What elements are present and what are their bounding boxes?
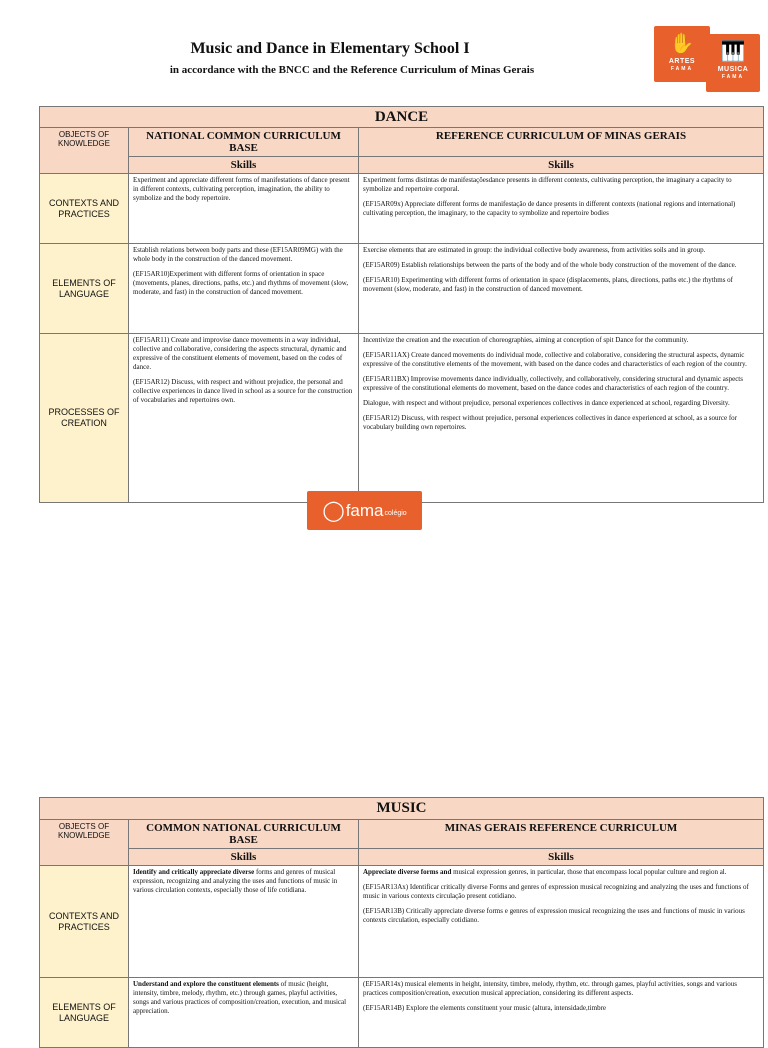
dance-table bbox=[39, 106, 764, 503]
skill-text: (EF15AR13Ax) Identificar critically diverse Forms and genres of expression musical recognizing and analyzing the uses and functions of music in various contexts circulação present cotidiano. bbox=[363, 883, 749, 900]
skill-text: (EF15AR13B) Critically appreciate diverse forms e genres of expression musical recognizing the uses and functions of music in various contexts circulation, especially cotidiano. bbox=[363, 907, 745, 924]
fama-logo-word: fama bbox=[345, 500, 384, 520]
mg-skill-cell bbox=[359, 866, 764, 978]
page-title: Music and Dance in Elementary School I bbox=[190, 40, 470, 57]
skill-body: of music (height, intensity, timbre, melody, rhythm, etc.) through games, playful activities, songs and various practices of composition/creation, execution, and musical appreciation. bbox=[133, 980, 347, 1015]
musica-fama-logo bbox=[706, 34, 760, 92]
music-skills-right: Skills bbox=[359, 849, 764, 866]
skill-text: Experiment and appreciate different forms of manifestations of dance present in different contexts, cultivating perception, imagination, the ability to symbolize and the body repertoire. bbox=[133, 176, 350, 202]
musica-logo-sub: FAMA bbox=[721, 74, 745, 80]
dance-mg-header: REFERENCE CURRICULUM OF MINAS GERAIS bbox=[359, 128, 764, 157]
fama-colegio-logo bbox=[307, 491, 422, 530]
skill-text: (EF15AR11BX) Improvise movements dance individually, collectively, and collaboratively, considering structural and dynamic aspects expressive of the constitutional elements do movement, based on the dance codes and characteristics of each region of the country. bbox=[363, 375, 743, 392]
music-bncc-header: COMMON NATIONAL CURRICULUM BASE bbox=[129, 820, 359, 849]
mg-skill-cell bbox=[359, 334, 764, 503]
artes-logo-label: ARTES bbox=[668, 58, 696, 65]
table-row bbox=[40, 866, 764, 978]
skill-text: Incentivize the creation and the execution of choreographies, aiming at conception of spit Dance for the community. bbox=[363, 336, 689, 344]
hand-icon: ✋ bbox=[669, 33, 695, 55]
table-row bbox=[40, 244, 764, 334]
fama-o-icon: ◯ bbox=[322, 500, 345, 522]
music-section-title: MUSIC bbox=[40, 798, 764, 820]
bncc-skill-cell bbox=[129, 174, 359, 244]
music-mg-header: MINAS GERAIS REFERENCE CURRICULUM bbox=[359, 820, 764, 849]
music-skills-left: Skills bbox=[129, 849, 359, 866]
music-table bbox=[39, 797, 764, 1048]
skill-text: (EF15AR12) Discuss, with respect and without prejudice, the personal and collective experiences in dance lived in school as a source for the construction of vocabularies and repertoires own. bbox=[133, 378, 353, 404]
table-row bbox=[40, 978, 764, 1048]
musica-logo-label: MUSICA bbox=[717, 66, 749, 73]
skill-text bbox=[133, 868, 354, 895]
table-row bbox=[40, 174, 764, 244]
mg-skill-cell bbox=[359, 244, 764, 334]
skill-text: Dialogue, with respect and without prejudice, personal experiences collectives in dance experienced at school, regarding Diversity. bbox=[363, 399, 730, 407]
skill-text bbox=[133, 980, 354, 1016]
bncc-skill-cell bbox=[129, 244, 359, 334]
piano-icon: 🎹 bbox=[720, 41, 746, 63]
row-label: PROCESSES OF CREATION bbox=[40, 334, 129, 503]
skill-bold: Appreciate diverse forms and bbox=[363, 868, 452, 876]
fama-logo-sub: colégio bbox=[384, 510, 407, 517]
bncc-skill-cell bbox=[129, 334, 359, 503]
skill-text bbox=[363, 868, 759, 877]
skill-text: Experiment forms distintas de manifestaçõesdance presents in different contexts, cultivating perception, the imaginary a capacity to symbolize and repertoire corporal. bbox=[363, 176, 732, 193]
bncc-skill-cell bbox=[129, 866, 359, 978]
bncc-skill-cell bbox=[129, 978, 359, 1048]
table-row bbox=[40, 334, 764, 503]
mg-skill-cell bbox=[359, 174, 764, 244]
skill-text: Exercise elements that are estimated in group: the individual collective body awareness, from activities soils and in group. bbox=[363, 246, 706, 254]
skill-text: (EF15AR14B) Explore the elements constituent your music (altura, intensidade,timbre bbox=[363, 1004, 607, 1012]
dance-bncc-header: NATIONAL COMMON CURRICULUM BASE bbox=[129, 128, 359, 157]
skill-text: (EF15AR10)Experiment with different forms of orientation in space (movements, planes, directions, paths, etc.) and rhythms of movement (slow, moderate, and fast) in the construction of danced movement. bbox=[133, 270, 349, 296]
skill-text: (EF15AR11) Create and improvise dance movements in a way individual, collective and collaborative, considering the aspects structural, dynamic and expressive of the constituent elements of movement, based on the codes of dance. bbox=[133, 336, 347, 371]
row-label: ELEMENTS OF LANGUAGE bbox=[40, 978, 129, 1048]
dance-objects-header: OBJECTS OF KNOWLEDGE bbox=[40, 128, 129, 174]
artes-fama-logo bbox=[654, 26, 710, 82]
dance-skills-right: Skills bbox=[359, 157, 764, 174]
skill-bold: Understand and explore the constituent elements bbox=[133, 980, 279, 988]
row-label: CONTEXTS AND PRACTICES bbox=[40, 866, 129, 978]
dance-skills-left: Skills bbox=[129, 157, 359, 174]
dance-section-title: DANCE bbox=[40, 107, 764, 128]
skill-bold: Identify and critically appreciate diverse bbox=[133, 868, 255, 876]
skill-body: forms and genres of musical expression, recognizing and analyzing the uses and functions of music in various circulation contexts, especially those of life cotidiana. bbox=[133, 868, 338, 894]
skill-text: (EF15AR09x) Appreciate different forms de manifestação de dance presents in different contexts (national regions and international) cultivating perception, the imaginary, to the capacity to symbolize and repertoire bodies bbox=[363, 200, 736, 217]
page-subtitle: in accordance with the BNCC and the Reference Curriculum of Minas Gerais bbox=[169, 64, 535, 76]
skill-body: musical expression genres, in particular, those that encompass local popular culture and region al. bbox=[453, 868, 727, 876]
skill-text: (EF15AR14x) musical elements in height, intensity, timbre, melody, rhythm, etc. through games, playful activities, songs and various practices composition/creation, execution musical appreciation, considering its different aspects. bbox=[363, 980, 737, 997]
music-objects-header: OBJECTS OF KNOWLEDGE bbox=[40, 820, 129, 866]
skill-text: (EF15AR11AX) Create danced movements do individual mode, collective and colaborative, considering the structural aspects, dynamic expressive of the constitutive elements of the movement, with based on the dance codes and characteristics of each region of the country. bbox=[363, 351, 747, 368]
skill-text: (EF15AR12) Discuss, with respect without prejudice, personal experiences collectives in dance experienced at school, as a source for vocabulary building own repertoires. bbox=[363, 414, 737, 431]
skill-text: (EF15AR10) Experimenting with different forms of orientation in space (displacements, plans, directions, paths etc.) the rhythms of movement (slow, moderate, and fast) in the construction of danced movement. bbox=[363, 276, 734, 293]
mg-skill-cell bbox=[359, 978, 764, 1048]
row-label: ELEMENTS OF LANGUAGE bbox=[40, 244, 129, 334]
artes-logo-sub: FAMA bbox=[670, 66, 694, 72]
row-label: CONTEXTS AND PRACTICES bbox=[40, 174, 129, 244]
skill-text: (EF15AR09) Establish relationships between the parts of the body and of the whole body construction of the movement of the dance. bbox=[363, 261, 737, 269]
skill-text: Establish relations between body parts and these (EF15AR09MG) with the whole body in the construction of the danced movement. bbox=[133, 246, 343, 263]
